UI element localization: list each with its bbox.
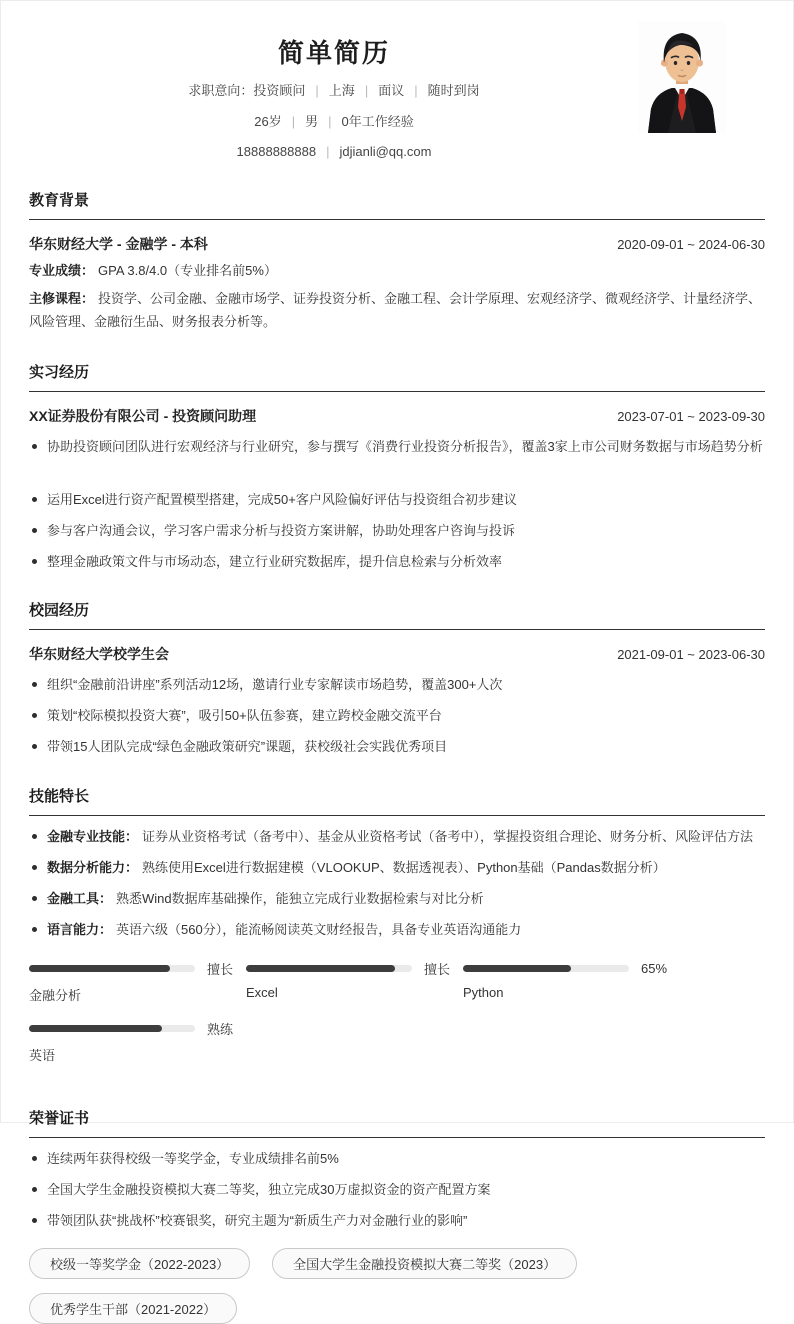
skill-level-label: 擅长 — [207, 961, 234, 977]
section-education — [29, 189, 765, 334]
skill-bar-fill — [246, 965, 395, 972]
contact-line-phone-email: 18888888888 | jdjianli@qq.com — [236, 144, 432, 159]
courses-value: 投资学、公司金融、金融市场学、证券投资分析、金融工程、会计学原理、宏观经济学、微观经济学、计量经济学、风险管理、金融衍生品、财务报表分析等。 — [29, 291, 762, 329]
contact-line-profile: 26岁 | 男 | 0年工作经验 — [254, 113, 414, 129]
campus-bullet-list — [29, 675, 765, 757]
skills-heading: 技能特长 — [29, 785, 765, 816]
skill-label: 金融专业技能： — [47, 828, 139, 844]
skill-label: 数据分析能力： — [47, 859, 139, 875]
list-item — [29, 858, 765, 878]
male-portrait-icon — [638, 21, 726, 133]
gpa-value: GPA 3.8/4.0（专业排名前5%） — [98, 262, 277, 278]
education-school: 华东财经大学 - 金融学 - 本科 — [29, 235, 208, 252]
intent-label: 求职意向： — [188, 83, 254, 98]
skill-bar-track — [29, 965, 195, 972]
skill-level-label: 擅长 — [424, 961, 451, 977]
skill-bar-row — [463, 960, 680, 976]
award-pill: 全国大学生金融投资模拟大赛二等奖（2023） — [272, 1248, 577, 1279]
skill-name: Python — [463, 985, 504, 1001]
skill-level-label: 熟练 — [207, 1021, 234, 1037]
list-item: 运用Excel进行资产配置模型搭建，完成50+客户风险偏好评估与投资组合初步建议 — [29, 490, 765, 510]
list-item — [29, 889, 765, 909]
skill-bar-english — [29, 1020, 246, 1064]
list-item: 参与客户沟通会议，学习客户需求分析与投资方案讲解，协助处理客户咨询与投诉 — [29, 521, 765, 541]
list-item: 带领15人团队完成“绿色金融政策研究”课题，获校级社会实践优秀项目 — [29, 737, 765, 757]
skill-bar-python — [463, 960, 680, 1004]
education-heading: 教育背景 — [29, 189, 765, 220]
section-internship — [29, 361, 765, 572]
list-item — [29, 920, 765, 940]
skill-bar-excel — [246, 960, 463, 1004]
intent-values: 投资顾问 | 上海 | 面议 | 随时到岗 — [253, 83, 480, 98]
award-pill-list — [29, 1248, 765, 1324]
skill-bar-row — [29, 960, 246, 976]
profile-photo — [638, 21, 726, 133]
skill-level-label: 65% — [641, 960, 668, 976]
list-item: 连续两年获得校级一等奖学金，专业成绩排名前5% — [29, 1149, 765, 1169]
header-text-block — [29, 33, 639, 162]
education-entry-header — [29, 234, 765, 254]
education-gpa-row — [29, 260, 765, 283]
skill-label: 金融工具： — [47, 890, 113, 906]
list-item: 整理金融政策文件与市场动态，建立行业研究数据库，提升信息检索与分析效率 — [29, 552, 765, 572]
list-item: 策划“校际模拟投资大赛”，吸引50+队伍参赛，建立跨校金融交流平台 — [29, 706, 765, 726]
section-honors — [29, 1107, 765, 1323]
honors-bullet-list — [29, 1149, 765, 1231]
skill-text: 熟练使用Excel进行数据建模（VLOOKUP、数据透视表）、Python基础（Pandas数据分析） — [142, 859, 666, 875]
skill-bar-track — [246, 965, 412, 972]
skill-label: 语言能力： — [47, 922, 113, 938]
skills-bullet-list — [29, 827, 765, 941]
education-courses-row — [29, 288, 765, 334]
skill-bar-finance — [29, 960, 246, 1004]
list-item: 组织“金融前沿讲座”系列活动12场，邀请行业专家解读市场趋势，覆盖300+人次 — [29, 675, 765, 695]
skill-text: 英语六级（560分），能流畅阅读英文财经报告，具备专业英语沟通能力 — [116, 922, 522, 938]
skill-bar-grid — [29, 960, 765, 1080]
internship-entry-header — [29, 406, 765, 426]
honors-heading: 荣誉证书 — [29, 1107, 765, 1138]
internship-heading: 实习经历 — [29, 361, 765, 392]
skill-text: 证券从业资格考试（备考中）、基金从业资格考试（备考中），掌握投资组合理论、财务分析、风险评估方法 — [142, 828, 754, 844]
list-item: 带领团队获“挑战杯”校赛银奖，研究主题为“新质生产力对金融行业的影响” — [29, 1211, 765, 1231]
skill-name: 金融分析 — [29, 988, 82, 1004]
skill-bar-fill — [29, 1025, 162, 1032]
internship-period: 2023-07-01 ~ 2023-09-30 — [617, 408, 765, 424]
campus-heading: 校园经历 — [29, 599, 765, 630]
award-pill: 优秀学生干部（2021-2022） — [29, 1293, 237, 1324]
campus-entry-header — [29, 644, 765, 664]
section-skills — [29, 785, 765, 1081]
campus-org: 华东财经大学校学生会 — [29, 646, 169, 663]
list-item: 协助投资顾问团队进行宏观经济与行业研究，参与撰写《消费行业投资分析报告》，覆盖3家上市公司财务数据与市场趋势分析 — [29, 437, 765, 479]
skill-text: 熟悉Wind数据库基础操作，能独立完成行业数据检索与对比分析 — [116, 890, 484, 906]
courses-label: 主修课程： — [29, 291, 95, 307]
page-title: 简单简历 — [277, 38, 390, 68]
resume-header — [29, 33, 765, 162]
campus-period: 2021-09-01 ~ 2023-06-30 — [617, 647, 765, 663]
internship-company: XX证券股份有限公司 - 投资顾问助理 — [29, 407, 257, 424]
section-campus — [29, 599, 765, 757]
internship-bullet-list — [29, 437, 765, 572]
list-item: 全国大学生金融投资模拟大赛二等奖，独立完成30万虚拟资金的资产配置方案 — [29, 1180, 765, 1200]
gpa-label: 专业成绩： — [29, 262, 95, 278]
contact-line-intent — [29, 81, 639, 101]
skill-name: Excel — [246, 985, 278, 1001]
skill-bar-fill — [463, 965, 571, 972]
list-item — [29, 827, 765, 847]
skill-bar-row — [246, 960, 463, 976]
education-period: 2020-09-01 ~ 2024-06-30 — [617, 236, 765, 252]
award-pill: 校级一等奖学金（2022-2023） — [29, 1248, 250, 1279]
skill-name: 英语 — [29, 1048, 56, 1064]
skill-bar-fill — [29, 965, 170, 972]
skill-bar-row — [29, 1020, 246, 1036]
skill-bar-track — [463, 965, 629, 972]
skill-bar-track — [29, 1025, 195, 1032]
